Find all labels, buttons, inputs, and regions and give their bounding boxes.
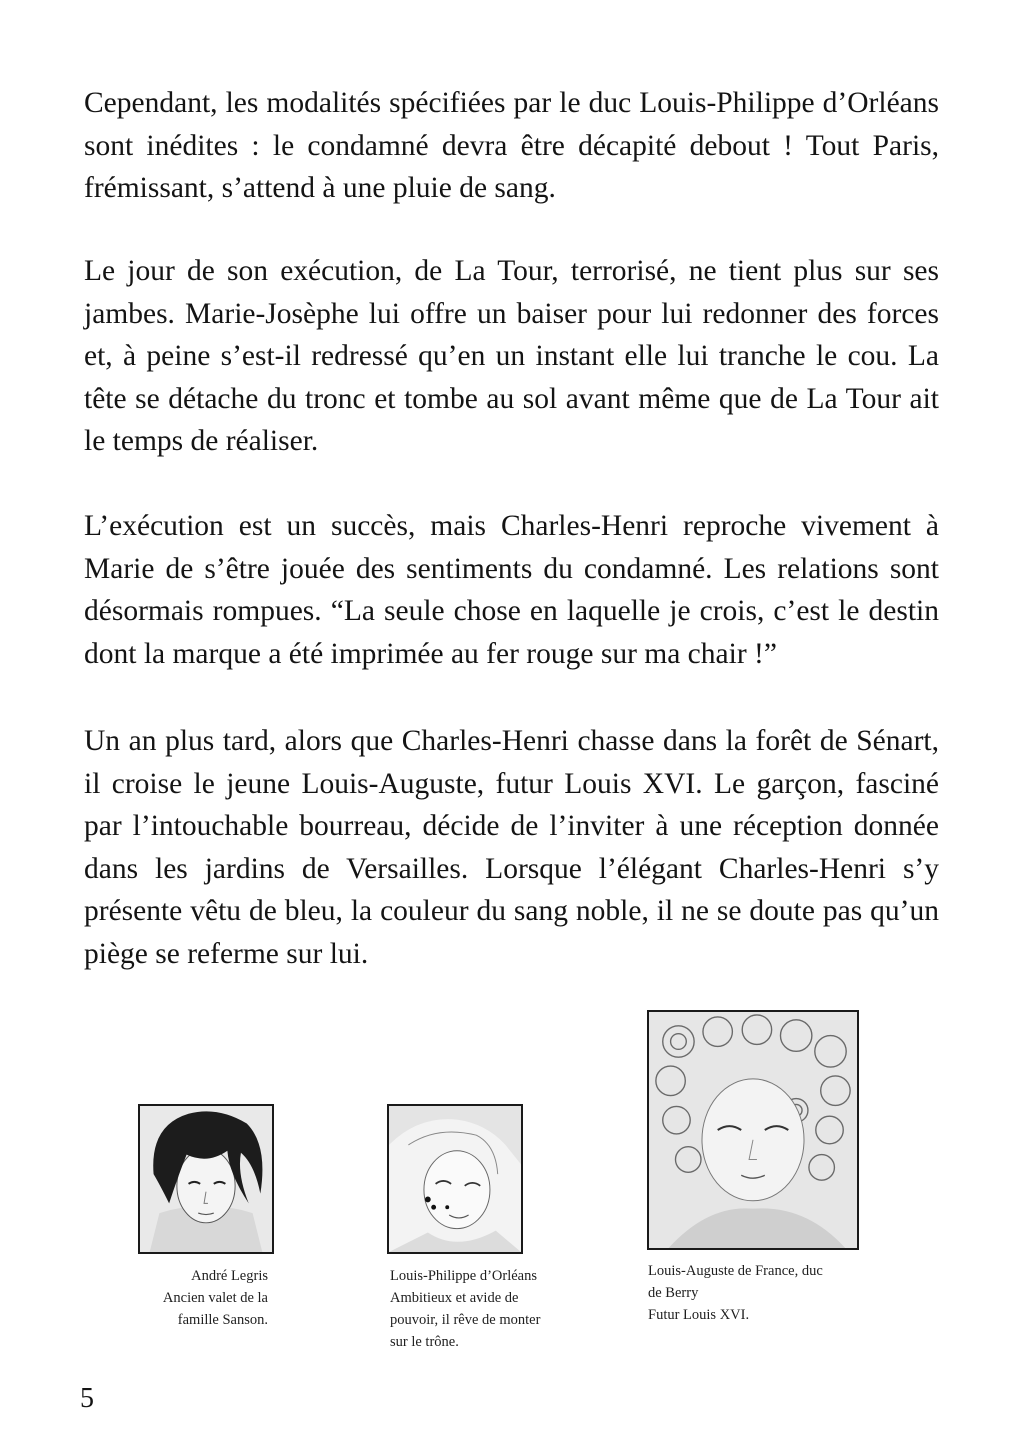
caption-line: Futur Louis XVI.	[648, 1307, 750, 1323]
caption-line: de Berry	[648, 1285, 699, 1301]
portrait-louis-illustration	[649, 1012, 857, 1248]
page-number: 5	[80, 1383, 94, 1414]
portrait-louis-auguste	[647, 1010, 859, 1250]
caption-line: famille Sanson.	[177, 1312, 268, 1328]
portrait-andre-legris	[138, 1104, 274, 1254]
paragraph-1	[84, 82, 939, 210]
caption-louis-philippe-orleans	[390, 1265, 590, 1353]
caption-andre-legris	[120, 1265, 268, 1331]
caption-line: Ancien valet de la	[162, 1290, 268, 1306]
caption-name: André Legris	[191, 1268, 268, 1284]
portrait-louis-philippe-orleans	[387, 1104, 523, 1254]
caption-name: Louis-Philippe d’Orléans	[390, 1268, 537, 1284]
caption-name: Louis-Auguste de France, duc	[648, 1263, 823, 1279]
portrait-legris-illustration	[140, 1106, 272, 1252]
portrait-orleans-illustration	[389, 1106, 521, 1252]
paragraph-text: Cependant, les modalités spécifiées par le duc Louis-Philippe d’Orléans sont inédites : le condamné devra être décapité debout ! Tout Paris, frémissant, s’attend à une pluie de sang.	[84, 87, 939, 204]
paragraph-text: Le jour de son exécution, de La Tour, terrorisé, ne tient plus sur ses jambes. Marie-Josèphe lui offre un baiser pour lui redonner des forces et, à peine s’est-il redressé qu’en un instant elle lui tranche le cou. La tête se détache du tronc et tombe au sol avant même que de La Tour ait le temps de réaliser.	[84, 255, 939, 457]
paragraph-text: L’exécution est un succès, mais Charles-Henri reproche vivement à Marie de s’être jouée des sentiments du condamné. Les relations sont désormais rompues. “La seule chose en laquelle je crois, c’est le destin dont la marque a été imprimée au fer rouge sur ma chair !”	[84, 510, 939, 670]
caption-line: sur le trône.	[390, 1334, 459, 1350]
caption-louis-auguste	[648, 1260, 878, 1326]
paragraph-3	[84, 505, 939, 675]
caption-line: pouvoir, il rêve de monter	[390, 1312, 541, 1328]
caption-line: Ambitieux et avide de	[390, 1290, 519, 1306]
paragraph-2	[84, 250, 939, 463]
paragraph-4	[84, 720, 939, 975]
paragraph-text: Un an plus tard, alors que Charles-Henri chasse dans la forêt de Sénart, il croise le jeune Louis-Auguste, futur Louis XVI. Le garçon, fasciné par l’intouchable bourreau, décide de l’inviter à une réception donnée dans les jardins de Versailles. Lorsque l’élégant Charles-Henri s’y présente vêtu de bleu, la couleur du sang noble, il ne se doute pas qu’un piège se referme sur lui.	[84, 725, 939, 970]
